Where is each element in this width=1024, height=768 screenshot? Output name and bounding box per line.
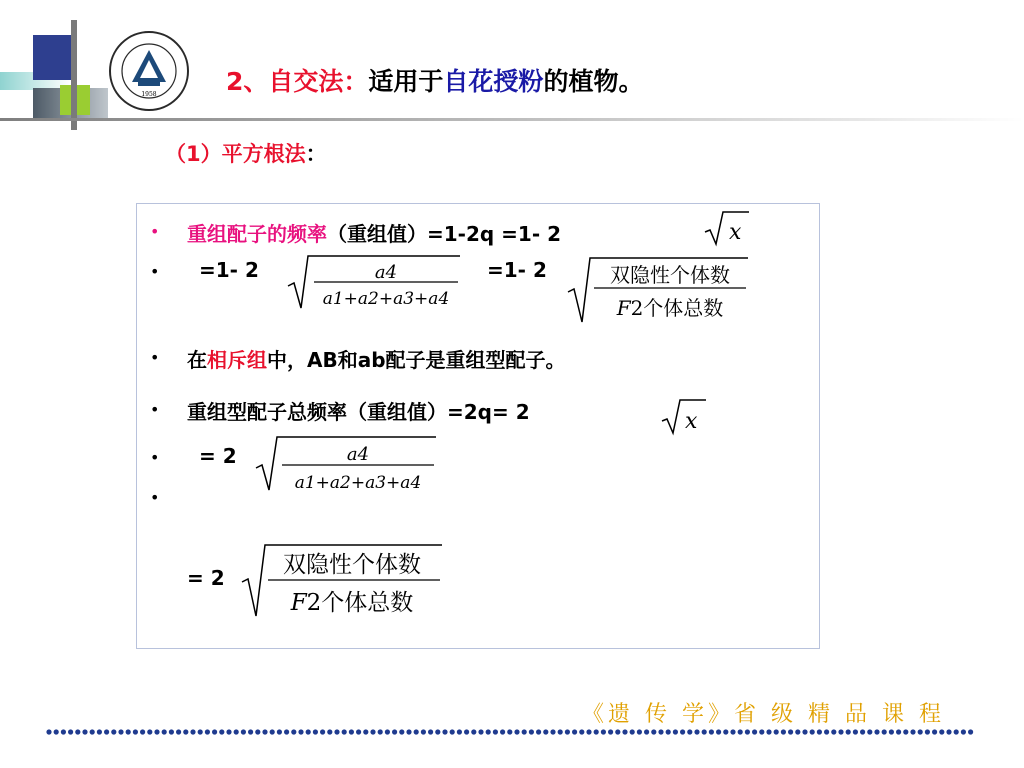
- footer-dot: [774, 729, 779, 734]
- footer-dot: [169, 729, 174, 734]
- footer-dot: [565, 729, 570, 734]
- footer-dot: [637, 729, 642, 734]
- footer-dot: [644, 729, 649, 734]
- college-logo-text: [108, 30, 190, 112]
- footer-dot: [730, 729, 735, 734]
- decor-navy-block: [33, 35, 73, 80]
- frac-b-2-den-rest: 2个体总数: [306, 590, 414, 616]
- footer-dot: [932, 729, 937, 734]
- footer-dot: [500, 729, 505, 734]
- frac-b-1-den-rest: 2个体总数: [630, 296, 724, 320]
- bullet-marker-6: •: [150, 488, 160, 507]
- footer-dot: [378, 729, 383, 734]
- footer-dot: [882, 729, 887, 734]
- footer-dot: [889, 729, 894, 734]
- title-suffix: 的植物。: [543, 67, 644, 96]
- footer-dot: [198, 729, 203, 734]
- title-highlight: 自花授粉: [443, 67, 544, 96]
- footer-dot: [190, 729, 195, 734]
- footer-dot: [954, 729, 959, 734]
- footer-dot: [356, 729, 361, 734]
- footer-dot: [666, 729, 671, 734]
- footer-dot: [126, 729, 131, 734]
- footer-dot: [457, 729, 462, 734]
- footer-dot: [435, 729, 440, 734]
- footer-dot: [961, 729, 966, 734]
- sqrt-x-2-var: x: [685, 409, 698, 434]
- footer-dot: [558, 729, 563, 734]
- footer-dot: [399, 729, 404, 734]
- footer-dot: [176, 729, 181, 734]
- bullet-1-highlight: 重组配子的频率: [187, 222, 327, 246]
- footer-dot: [428, 729, 433, 734]
- course-footer: 《遗 传 学》省 级 精 品 课 程: [582, 702, 945, 727]
- footer-dot: [442, 729, 447, 734]
- sqrt-x-1-var: x: [729, 220, 742, 245]
- footer-dot: [687, 729, 692, 734]
- footer-dot: [918, 729, 923, 734]
- frac-b-1-num: 双隐性个体数: [610, 263, 730, 287]
- footer-dot: [651, 729, 656, 734]
- footer-dot: [838, 729, 843, 734]
- footer-dot: [68, 729, 73, 734]
- frac-b-2-den: [290, 590, 414, 616]
- bullet-marker-2: •: [150, 262, 160, 281]
- footer-dot: [846, 729, 851, 734]
- footer-dot: [262, 729, 267, 734]
- frac-b-1-den: [616, 296, 724, 320]
- frac-b-2-num: 双隐性个体数: [283, 552, 421, 578]
- title-prefix: 2、自交法：: [226, 67, 369, 96]
- footer-dot: [536, 729, 541, 734]
- footer-dot: [586, 729, 591, 734]
- title-mid: 适用于: [368, 67, 444, 96]
- footer-dot: [327, 729, 332, 734]
- sqrt-frac-b-1: [566, 252, 750, 326]
- decor-vertical-line: [71, 20, 77, 130]
- footer-dot: [226, 729, 231, 734]
- footer-dot: [111, 729, 116, 734]
- footer-dot: [478, 729, 483, 734]
- sqrt-x-1: [703, 208, 751, 248]
- sqrt-x-2: [660, 395, 708, 437]
- footer-dot: [298, 729, 303, 734]
- footer-dotted-line: [45, 727, 980, 737]
- frac-b-1-den-var: F: [616, 296, 631, 320]
- footer-dot: [284, 729, 289, 734]
- footer-dot: [306, 729, 311, 734]
- footer-dot: [320, 729, 325, 734]
- footer-dot: [291, 729, 296, 734]
- bullet-2-text: =1- 2: [199, 258, 259, 282]
- footer-dot: [514, 729, 519, 734]
- footer-dot: [370, 729, 375, 734]
- footer-dot: [270, 729, 275, 734]
- bullet-1: [187, 218, 561, 247]
- footer-dot: [255, 729, 260, 734]
- footer-dot: [277, 729, 282, 734]
- bullet-5-text: = 2: [199, 444, 237, 468]
- footer-dot: [450, 729, 455, 734]
- footer-dot: [205, 729, 210, 734]
- footer-dot: [759, 729, 764, 734]
- footer-dot: [630, 729, 635, 734]
- footer-dot: [867, 729, 872, 734]
- frac-a-1-num: a4: [374, 262, 398, 283]
- footer-dot: [212, 729, 217, 734]
- subtitle-prefix: （1）: [165, 142, 222, 166]
- footer-dot: [82, 729, 87, 734]
- subtitle-suffix: ：: [305, 142, 327, 166]
- footer-dot: [853, 729, 858, 734]
- footer-dot: [709, 729, 714, 734]
- bullet-3-post: 中，AB和ab配子是重组型配子。: [267, 348, 566, 372]
- footer-dot: [781, 729, 786, 734]
- footer-dot: [406, 729, 411, 734]
- footer-dot: [608, 729, 613, 734]
- footer-dot: [162, 729, 167, 734]
- footer-dot: [968, 729, 973, 734]
- footer-dot: [831, 729, 836, 734]
- footer-dot: [543, 729, 548, 734]
- footer-dot: [903, 729, 908, 734]
- footer-dot: [579, 729, 584, 734]
- bullet-1-text: （重组值）=1-2q =1- 2: [327, 222, 562, 246]
- footer-dot: [507, 729, 512, 734]
- footer-dot: [392, 729, 397, 734]
- footer-dot: [817, 729, 822, 734]
- frac-a-1-den: a1+a2+a3+a4: [322, 289, 450, 309]
- footer-dot: [46, 729, 51, 734]
- footer-dot: [349, 729, 354, 734]
- footer-dot: [118, 729, 123, 734]
- bullet-2-text2: =1- 2: [487, 258, 547, 282]
- footer-dot: [147, 729, 152, 734]
- footer-dot: [154, 729, 159, 734]
- footer-dot: [680, 729, 685, 734]
- footer-dot: [183, 729, 188, 734]
- footer-dot: [716, 729, 721, 734]
- footer-dot: [601, 729, 606, 734]
- footer-dot: [493, 729, 498, 734]
- frac-b-2-den-var: F: [290, 590, 307, 616]
- footer-dot: [248, 729, 253, 734]
- footer-dot: [874, 729, 879, 734]
- footer-dot: [795, 729, 800, 734]
- footer-dot: [54, 729, 59, 734]
- footer-dot: [219, 729, 224, 734]
- logo-year: 1958: [141, 91, 157, 98]
- footer-dot: [104, 729, 109, 734]
- footer-dot: [241, 729, 246, 734]
- footer-dot: [939, 729, 944, 734]
- footer-dot: [313, 729, 318, 734]
- footer-dot: [752, 729, 757, 734]
- footer-dot: [61, 729, 66, 734]
- footer-dot: [421, 729, 426, 734]
- sqrt-frac-a-1: [286, 252, 462, 312]
- footer-dot: [766, 729, 771, 734]
- bullet-marker-1: •: [150, 222, 160, 241]
- footer-dot: [140, 729, 145, 734]
- footer-dot: [745, 729, 750, 734]
- bullet-marker-3: •: [150, 348, 160, 367]
- footer-dot: [464, 729, 469, 734]
- footer-dot: [910, 729, 915, 734]
- footer-dot: [802, 729, 807, 734]
- subtitle-highlight: 平方根法: [221, 142, 306, 166]
- footer-dot: [550, 729, 555, 734]
- footer-dot: [529, 729, 534, 734]
- footer-dot: [788, 729, 793, 734]
- bullet-marker-4: •: [150, 400, 160, 419]
- footer-dot: [97, 729, 102, 734]
- bullet-4-text: 重组型配子总频率（重组值）=2q= 2: [187, 400, 530, 424]
- section-subtitle: [165, 138, 327, 168]
- page-title: [226, 62, 643, 98]
- footer-dot: [385, 729, 390, 734]
- footer-dot: [723, 729, 728, 734]
- footer-dot: [738, 729, 743, 734]
- footer-dot: [522, 729, 527, 734]
- footer-dot: [75, 729, 80, 734]
- footer-dot: [702, 729, 707, 734]
- sqrt-frac-a-2: [254, 432, 438, 494]
- bullet-3-highlight: 相斥组: [207, 348, 267, 372]
- footer-dot: [334, 729, 339, 734]
- footer-dot: [615, 729, 620, 734]
- frac-a-2-num: a4: [346, 444, 370, 465]
- footer-dot: [673, 729, 678, 734]
- bullet-marker-5: •: [150, 448, 160, 467]
- footer-dot: [342, 729, 347, 734]
- footer-dot: [622, 729, 627, 734]
- footer-dot: [594, 729, 599, 734]
- footer-dot: [694, 729, 699, 734]
- footer-dot: [810, 729, 815, 734]
- frac-a-2-den: a1+a2+a3+a4: [294, 473, 422, 493]
- bullet-3-pre: 在: [187, 348, 207, 372]
- footer-dot: [896, 729, 901, 734]
- sqrt-frac-b-2: [240, 540, 444, 620]
- footer-dot: [414, 729, 419, 734]
- footer-dot: [471, 729, 476, 734]
- footer-dot: [946, 729, 951, 734]
- footer-dot: [133, 729, 138, 734]
- footer-dot: [363, 729, 368, 734]
- footer-dot: [658, 729, 663, 734]
- footer-dot: [486, 729, 491, 734]
- footer-dot: [572, 729, 577, 734]
- header-divider: [0, 118, 1024, 121]
- footer-dot: [234, 729, 239, 734]
- footer-dot: [925, 729, 930, 734]
- final-eq-text: = 2: [187, 566, 225, 590]
- footer-dot: [824, 729, 829, 734]
- footer-dot: [90, 729, 95, 734]
- footer-dot: [860, 729, 865, 734]
- bullet-3: [187, 344, 566, 373]
